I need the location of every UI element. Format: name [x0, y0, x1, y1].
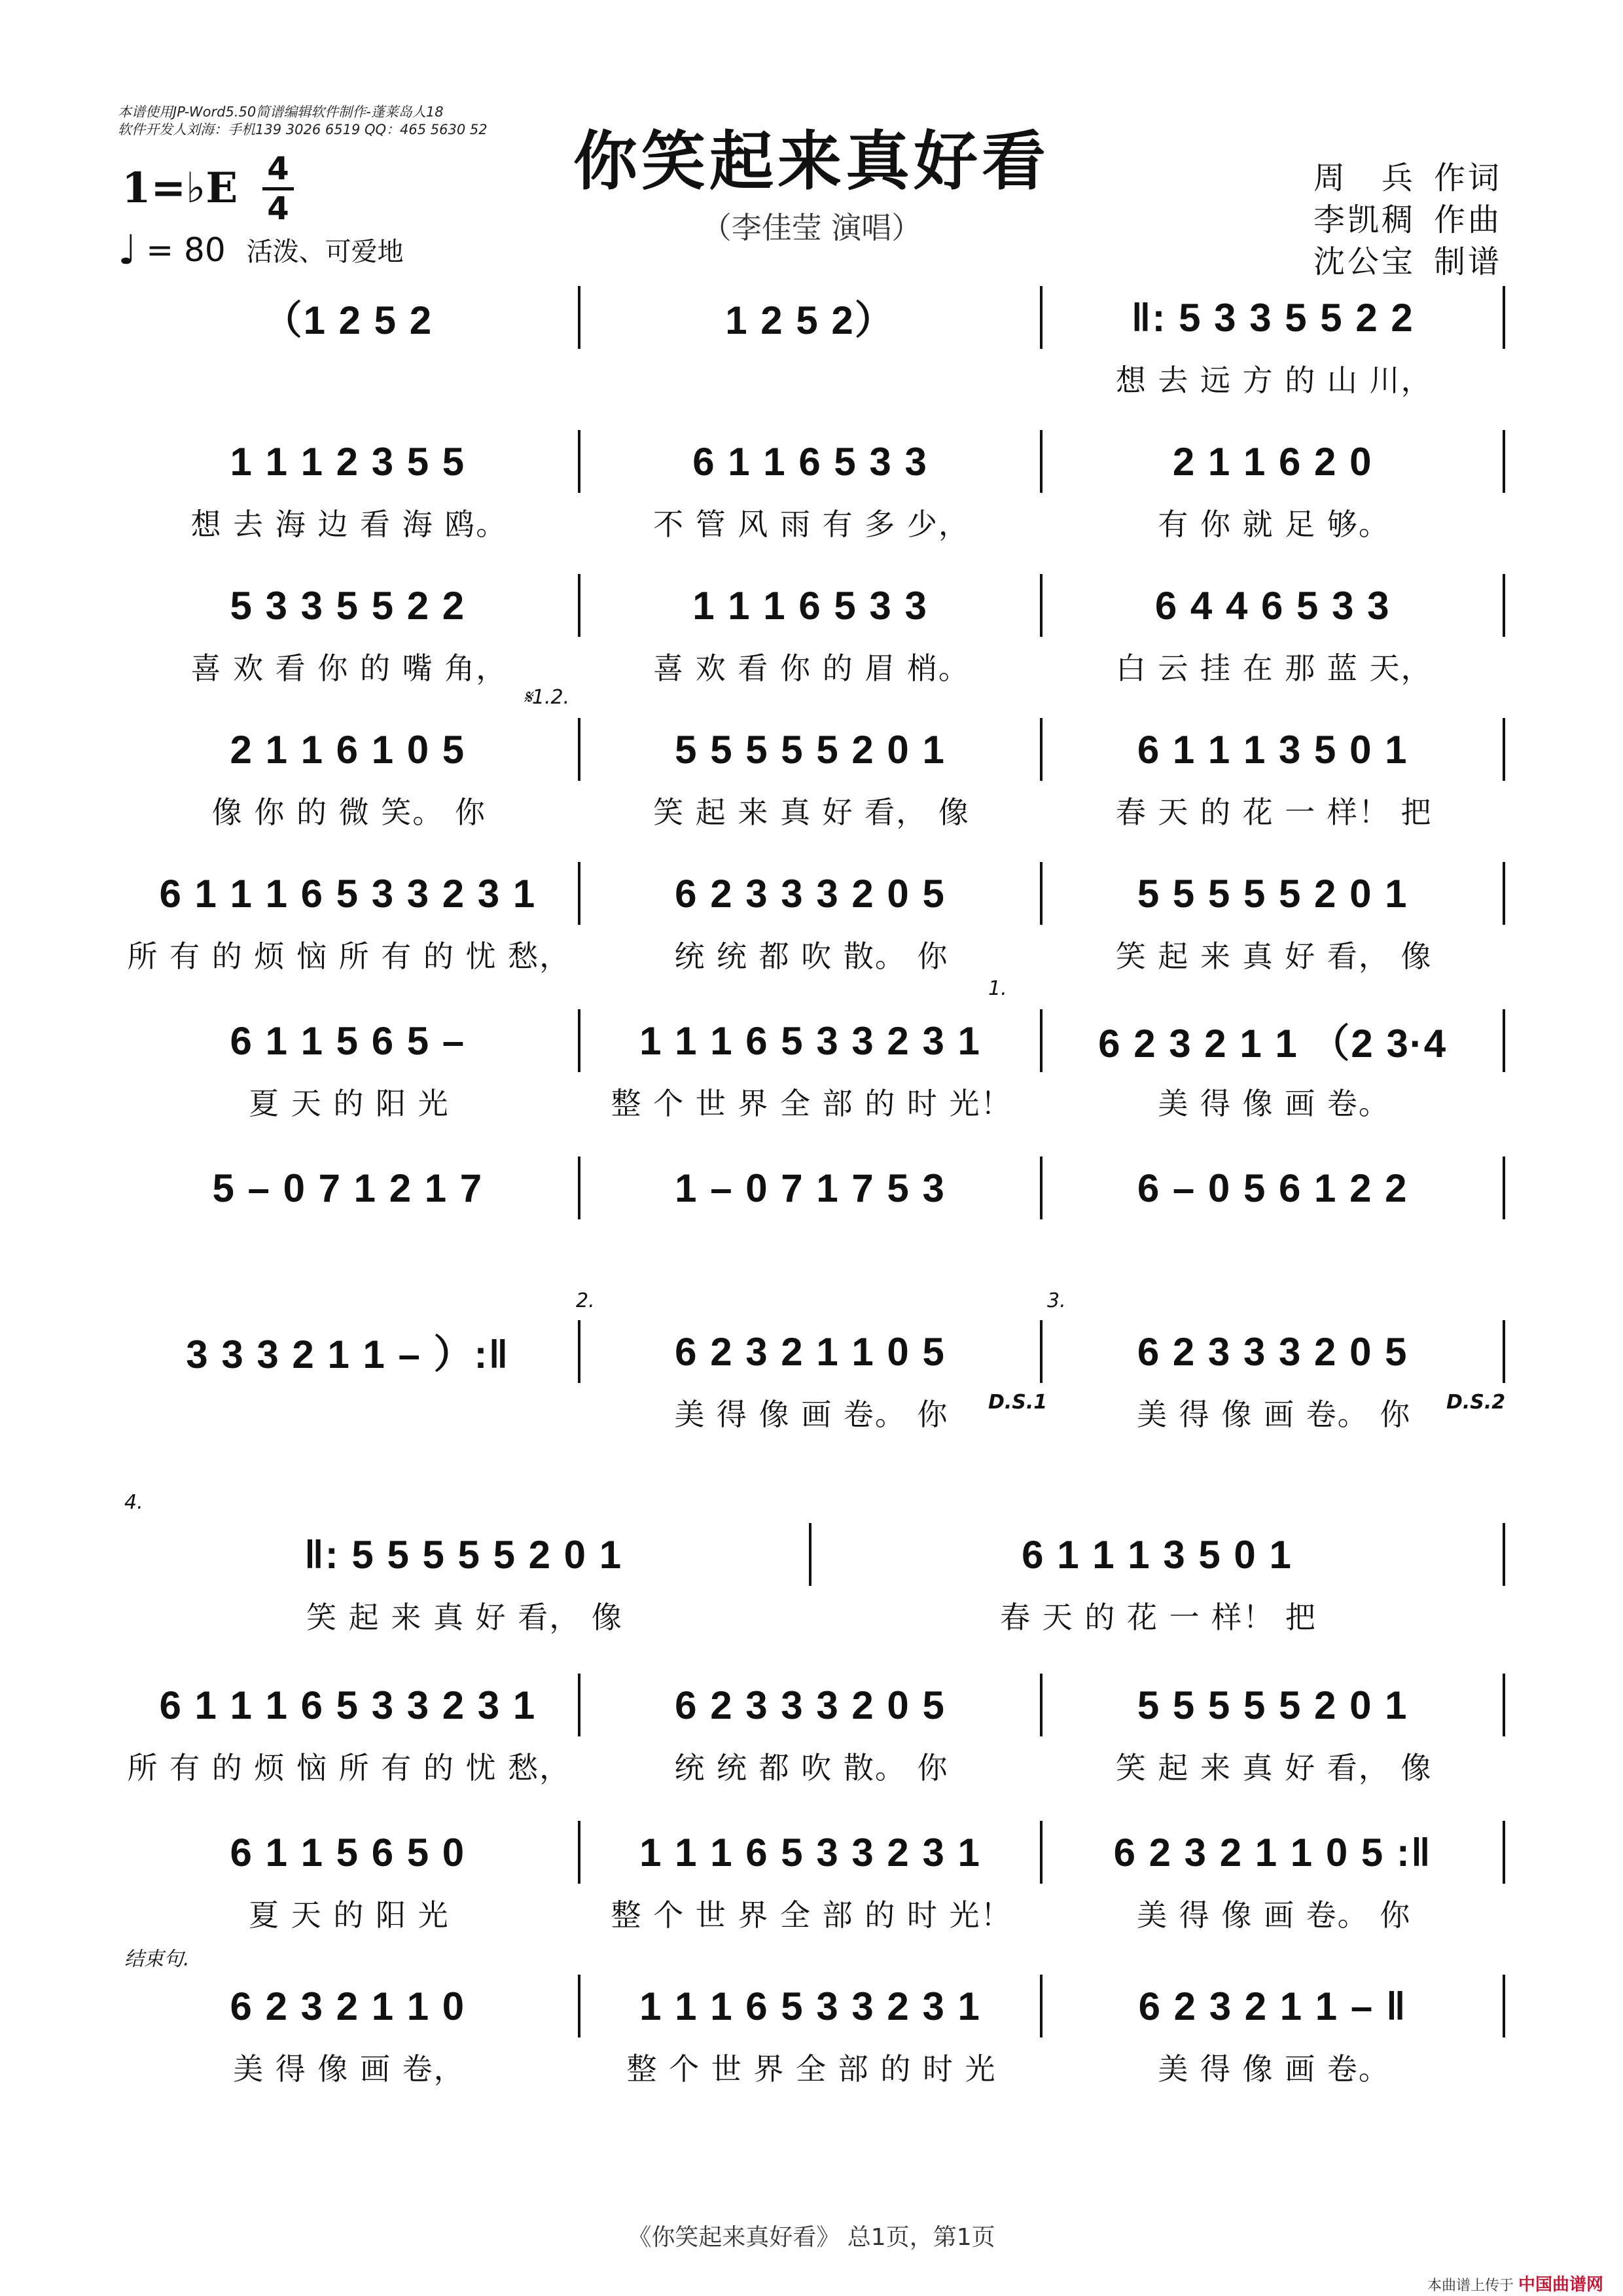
notes-row — [118, 1518, 1505, 1590]
lyric-text — [580, 357, 1043, 400]
barline — [1503, 430, 1505, 493]
section-mark: D.S.1 — [988, 1391, 1048, 1414]
measure: 1 1 1 6 5 3 3 2 3 1 — [639, 1018, 981, 1063]
measure: 6 4 4 6 5 3 3 — [1154, 583, 1391, 628]
lyric-text: 美 得 像 画 卷。 — [1158, 1086, 1390, 1121]
lyric-text: 想 去 海 边 看 海 鸥。 — [190, 507, 508, 542]
measure: 1 2 5 2） — [725, 298, 895, 342]
barline — [1503, 1320, 1505, 1383]
notes-row — [118, 1970, 1505, 2042]
notes-row — [118, 1669, 1505, 1741]
credit-composer — [1227, 199, 1502, 241]
notes-row — [118, 569, 1505, 641]
upload-note — [1427, 2271, 1603, 2295]
notes-row — [118, 1005, 1505, 1077]
lyric-text: 美 得 像 画 卷。 — [1158, 2051, 1390, 2087]
barline — [1503, 1157, 1505, 1219]
time-top: 4 — [267, 151, 289, 187]
barline — [1503, 574, 1505, 637]
credit-arranger — [1227, 241, 1502, 283]
measure: 6 1 1 1 6 5 3 3 2 3 1 — [159, 1683, 537, 1727]
lyrics-row — [118, 933, 1505, 976]
lyric-text: 想 去 远 方 的 山 川， — [1115, 363, 1433, 398]
measure: 6 1 1 1 3 5 0 1 — [1022, 1532, 1293, 1577]
section-mark: 3. — [1047, 1289, 1066, 1312]
credit-role: 作词 — [1433, 160, 1502, 196]
barline — [1503, 286, 1505, 349]
section-mark: 4. — [124, 1491, 143, 1514]
measure: 3 3 3 2 1 1 – ）:‖ — [186, 1333, 510, 1376]
measure: 6 1 1 1 3 5 0 1 — [1137, 727, 1408, 772]
page-footer: 《你笑起来真好看》 总1页，第1页 — [628, 2224, 995, 2251]
lyrics-row — [118, 1892, 1505, 1935]
lyric-text: 不 管 风 雨 有 多 少， — [653, 507, 970, 542]
measure: 6 1 1 6 5 3 3 — [692, 439, 928, 484]
measure: 6 2 3 3 3 2 0 5 — [675, 1683, 946, 1727]
key-signature: 1=♭E — [122, 164, 238, 213]
time-bottom: 4 — [267, 190, 289, 227]
lyric-text: 统 统 都 吹 散。 你 — [674, 939, 949, 974]
credit-name: 周 兵 — [1313, 160, 1416, 196]
measure: （1 2 5 2 — [262, 298, 433, 342]
lyric-text: 夏 天 的 阳 光 — [249, 1086, 450, 1121]
page-title: 你笑起来真好看 — [573, 124, 1050, 199]
section-mark: 2. — [576, 1289, 595, 1312]
lyric-text: 整 个 世 界 全 部 的 时 光 — [626, 2051, 997, 2087]
measure: 6 2 3 2 1 1 0 5 — [675, 1329, 946, 1374]
lyric-text: 春 天 的 花 一 样！ 把 — [1000, 1600, 1317, 1635]
lyrics-row — [118, 1744, 1505, 1787]
lyric-text: 美 得 像 画 卷。 你 — [1137, 1397, 1412, 1432]
measure: 1 1 1 6 5 3 3 — [692, 583, 928, 628]
notes-row — [118, 1816, 1505, 1888]
notes-row — [118, 281, 1505, 353]
lyric-text: 美 得 像 画 卷。 你 — [1137, 1897, 1412, 1933]
measure: 1 1 1 6 5 3 3 2 3 1 — [639, 1830, 981, 1874]
measure: 5 5 5 5 5 2 0 1 — [1137, 1683, 1408, 1727]
lyric-text: 白 云 挂 在 那 蓝 天， — [1115, 651, 1433, 686]
lyric-text: 喜 欢 看 你 的 眉 梢。 — [653, 651, 970, 686]
measure: 6 2 3 3 3 2 0 5 — [675, 871, 946, 916]
lyric-text: 笑 起 来 真 好 看， 像 — [306, 1600, 623, 1635]
measure: 6 2 3 2 1 1 （2 3·4 — [1098, 1022, 1448, 1066]
lyric-text: 像 你 的 微 笑。 你 — [211, 795, 486, 830]
notes-row — [118, 1316, 1505, 1388]
barline — [1503, 862, 1505, 925]
lyric-text: 夏 天 的 阳 光 — [249, 1897, 450, 1933]
lyric-text: 春 天 的 花 一 样！ 把 — [1115, 795, 1433, 830]
lyric-text: 统 统 都 吹 散。 你 — [674, 1750, 949, 1785]
credit-role: 制谱 — [1433, 243, 1502, 280]
lyrics-row — [118, 1594, 1505, 1637]
measure: 6 2 3 2 1 1 – ‖ — [1138, 1984, 1407, 2028]
measure: 6 2 3 3 3 2 0 5 — [1137, 1329, 1408, 1374]
measure: 2 1 1 6 2 0 — [1172, 439, 1373, 484]
measure: 5 – 0 7 1 2 1 7 — [212, 1166, 484, 1210]
notes-row — [118, 713, 1505, 785]
measure: 6 1 1 1 6 5 3 3 2 3 1 — [159, 871, 537, 916]
measure: 6 1 1 5 6 5 0 — [230, 1830, 466, 1874]
lyric-text: 所 有 的 烦 恼 所 有 的 忧 愁， — [127, 1750, 571, 1785]
credit-role: 作曲 — [1433, 202, 1502, 238]
tempo-value: = 80 — [146, 230, 226, 269]
singer: （李佳莹 演唱） — [701, 210, 922, 245]
section-mark: 结束句. — [124, 1948, 190, 1971]
notes-row — [118, 425, 1505, 497]
measure: 5 5 5 5 5 2 0 1 — [1137, 871, 1408, 916]
credit-name: 沈公宝 — [1313, 243, 1416, 280]
lyrics-row — [118, 1080, 1505, 1123]
lyric-text: 所 有 的 烦 恼 所 有 的 忧 愁， — [127, 939, 571, 974]
lyrics-row — [118, 2045, 1505, 2089]
lyrics-row — [118, 1391, 1505, 1434]
barline — [1503, 718, 1505, 781]
barline — [1503, 1975, 1505, 2037]
measure: 2 1 1 6 1 0 5 — [230, 727, 466, 772]
lyric-text: 笑 起 来 真 好 看， 像 — [1115, 939, 1433, 974]
measure: 5 5 5 5 5 2 0 1 — [675, 727, 946, 772]
barline — [1503, 1523, 1505, 1586]
lyric-text: 整 个 世 界 全 部 的 时 光！ — [611, 1086, 1012, 1121]
section-mark: 1. — [988, 977, 1007, 1000]
time-signature — [259, 152, 298, 226]
measure: 6 1 1 5 6 5 – — [230, 1018, 466, 1063]
measure: 1 1 1 6 5 3 3 2 3 1 — [639, 1984, 981, 2028]
tempo — [118, 226, 404, 274]
lyric-text: 整 个 世 界 全 部 的 时 光！ — [611, 1897, 1012, 1933]
lyric-text — [118, 357, 580, 400]
lyrics-row — [118, 357, 1505, 400]
measure: 6 2 3 2 1 1 0 — [230, 1984, 466, 2028]
measure: 5 3 3 5 5 2 2 — [230, 583, 466, 628]
barline — [1503, 1674, 1505, 1736]
lyric-text: 美 得 像 画 卷， — [233, 2051, 465, 2087]
measure: 6 2 3 2 1 1 0 5 :‖ — [1113, 1830, 1432, 1874]
upload-prefix: 本曲谱上传于 — [1427, 2278, 1514, 2294]
lyric-text: 喜 欢 看 你 的 嘴 角， — [190, 651, 508, 686]
measure: ‖: 5 3 3 5 5 2 2 — [1131, 295, 1414, 340]
measure: ‖: 5 5 5 5 5 2 0 1 — [304, 1532, 623, 1577]
credit-name: 李凯稠 — [1313, 202, 1416, 238]
measure: 6 – 0 5 6 1 2 2 — [1137, 1166, 1408, 1210]
lyrics-row — [118, 645, 1505, 688]
barline — [1503, 1821, 1505, 1884]
lyric-text: 有 你 就 足 够。 — [1158, 507, 1390, 542]
lyrics-row — [118, 501, 1505, 544]
lyric-text: 笑 起 来 真 好 看， 像 — [653, 795, 970, 830]
section-mark: D.S.2 — [1446, 1391, 1506, 1414]
measure: 1 – 0 7 1 7 5 3 — [675, 1166, 946, 1210]
lyric-text: 美 得 像 画 卷。 你 — [674, 1397, 949, 1432]
site-logo: 中国曲谱网 — [1518, 2275, 1603, 2295]
credits — [1227, 157, 1502, 283]
measure: 1 1 1 2 3 5 5 — [230, 439, 466, 484]
quarter-note-icon: ♩ — [118, 226, 137, 274]
software-note-line: 本谱使用JP-Word5.50简谱编辑软件制作-蓬莱岛人18 — [118, 104, 444, 120]
section-mark: 𝄋1.2. — [524, 686, 570, 709]
software-note-line: 软件开发人刘海：手机139 3026 6519 QQ：465 5630 52 — [118, 122, 488, 137]
notes-row — [118, 1152, 1505, 1224]
barline — [1503, 1009, 1505, 1072]
lyrics-row — [118, 789, 1505, 832]
credit-lyricist — [1227, 157, 1502, 199]
lyric-text: 笑 起 来 真 好 看， 像 — [1115, 1750, 1433, 1785]
lyric-text — [118, 1391, 580, 1434]
mood: 活泼、可爱地 — [246, 237, 404, 267]
notes-row — [118, 857, 1505, 929]
